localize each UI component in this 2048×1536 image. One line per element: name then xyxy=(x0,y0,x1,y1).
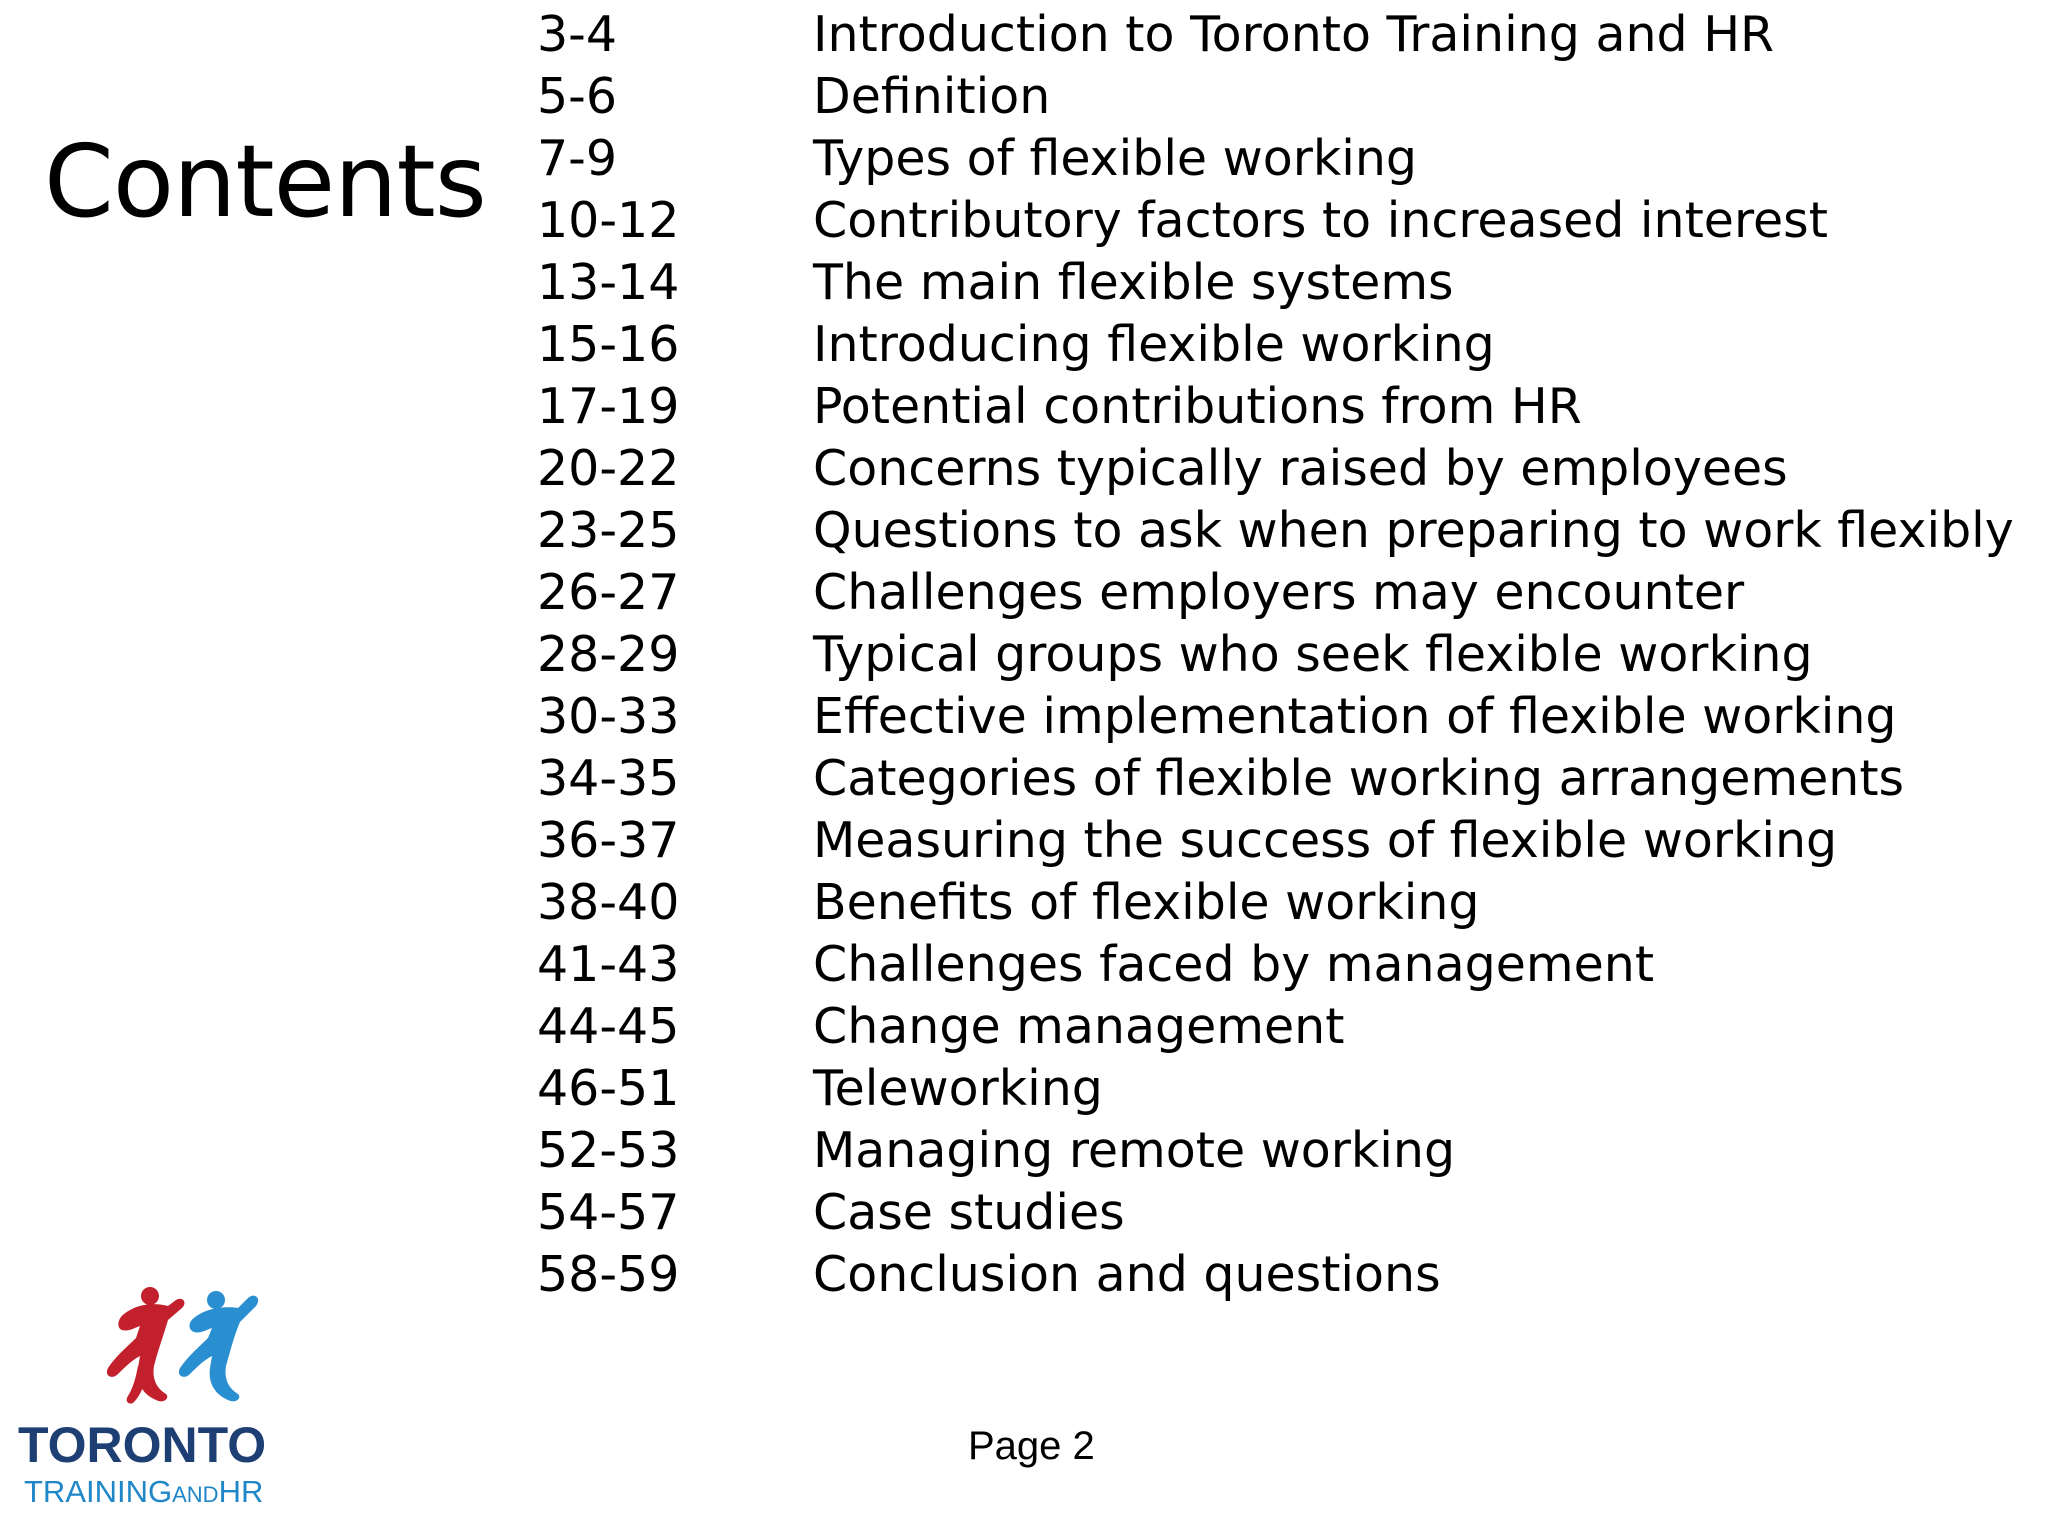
toc-entry xyxy=(537,624,2014,686)
toc-entry xyxy=(537,810,2014,872)
toc-section-title: Introducing flexible working xyxy=(813,316,1495,373)
toc-section-title: Definition xyxy=(813,68,1051,125)
toc-page-range: 7-9 xyxy=(537,130,618,187)
toc-section-title: Challenges employers may encounter xyxy=(813,564,1745,621)
toc-entry xyxy=(537,4,2014,66)
toc-entry xyxy=(537,1120,2014,1182)
toc-page-range: 54-57 xyxy=(537,1184,680,1241)
toc-section-title: Benefits of flexible working xyxy=(813,874,1480,931)
toc-page-range: 17-19 xyxy=(537,378,680,435)
toc-entry xyxy=(537,1182,2014,1244)
toc-entry xyxy=(537,562,2014,624)
toc-section-title: Case studies xyxy=(813,1184,1125,1241)
toc-page-range: 30-33 xyxy=(537,688,680,745)
page-number: Page 2 xyxy=(968,1424,1095,1468)
toc-entry xyxy=(537,128,2014,190)
toc-section-title: Conclusion and questions xyxy=(813,1246,1441,1303)
toc-page-range: 58-59 xyxy=(537,1246,680,1303)
toc-page-range: 13-14 xyxy=(537,254,680,311)
logo-wordmark: TORONTO xyxy=(18,1417,267,1473)
logo-subtitle-training: TRAINING xyxy=(24,1474,173,1509)
toc-page-range: 38-40 xyxy=(537,874,680,931)
toc-entry xyxy=(537,996,2014,1058)
toc-section-title: Categories of flexible working arrangements xyxy=(813,750,1905,807)
toc-section-title: Measuring the success of flexible working xyxy=(813,812,1838,869)
toc-section-title: Managing remote working xyxy=(813,1122,1456,1179)
table-of-contents xyxy=(537,4,2014,1306)
toc-page-range: 52-53 xyxy=(537,1122,680,1179)
toc-entry xyxy=(537,314,2014,376)
toc-page-range: 26-27 xyxy=(537,564,680,621)
toc-section-title: Typical groups who seek flexible working xyxy=(813,626,1813,683)
toc-page-range: 44-45 xyxy=(537,998,680,1055)
toc-page-range: 20-22 xyxy=(537,440,680,497)
toc-section-title: Types of flexible working xyxy=(813,130,1418,187)
toc-page-range: 28-29 xyxy=(537,626,680,683)
toc-page-range: 3-4 xyxy=(537,6,618,63)
logo-subtitle xyxy=(24,1476,263,1507)
toronto-training-logo xyxy=(16,1286,306,1516)
toc-page-range: 15-16 xyxy=(537,316,680,373)
toc-page-range: 41-43 xyxy=(537,936,680,993)
toc-section-title: Contributory factors to increased interest xyxy=(813,192,1828,249)
toc-section-title: The main flexible systems xyxy=(813,254,1454,311)
toc-section-title: Teleworking xyxy=(813,1060,1103,1117)
toc-section-title: Questions to ask when preparing to work flexibly xyxy=(813,502,2014,559)
toc-section-title: Introduction to Toronto Training and HR xyxy=(813,6,1775,63)
figures-logo-icon xyxy=(84,1286,284,1406)
toc-entry xyxy=(537,1058,2014,1120)
toc-entry xyxy=(537,872,2014,934)
toc-page-range: 46-51 xyxy=(537,1060,680,1117)
toc-entry xyxy=(537,934,2014,996)
logo-subtitle-and: AND xyxy=(172,1482,219,1507)
toc-entry xyxy=(537,500,2014,562)
toc-page-range: 36-37 xyxy=(537,812,680,869)
toc-entry xyxy=(537,66,2014,128)
toc-entry xyxy=(537,190,2014,252)
toc-section-title: Challenges faced by management xyxy=(813,936,1655,993)
toc-entry xyxy=(537,376,2014,438)
toc-page-range: 10-12 xyxy=(537,192,680,249)
toc-entry xyxy=(537,438,2014,500)
toc-page-range: 23-25 xyxy=(537,502,680,559)
toc-entry xyxy=(537,252,2014,314)
toc-section-title: Concerns typically raised by employees xyxy=(813,440,1788,497)
toc-section-title: Change management xyxy=(813,998,1345,1055)
toc-entry xyxy=(537,1244,2014,1306)
logo-subtitle-hr: HR xyxy=(218,1474,264,1509)
page-title: Contents xyxy=(44,123,486,240)
toc-section-title: Effective implementation of flexible working xyxy=(813,688,1897,745)
toc-section-title: Potential contributions from HR xyxy=(813,378,1582,435)
toc-page-range: 5-6 xyxy=(537,68,618,125)
toc-page-range: 34-35 xyxy=(537,750,680,807)
toc-entry xyxy=(537,686,2014,748)
toc-entry xyxy=(537,748,2014,810)
